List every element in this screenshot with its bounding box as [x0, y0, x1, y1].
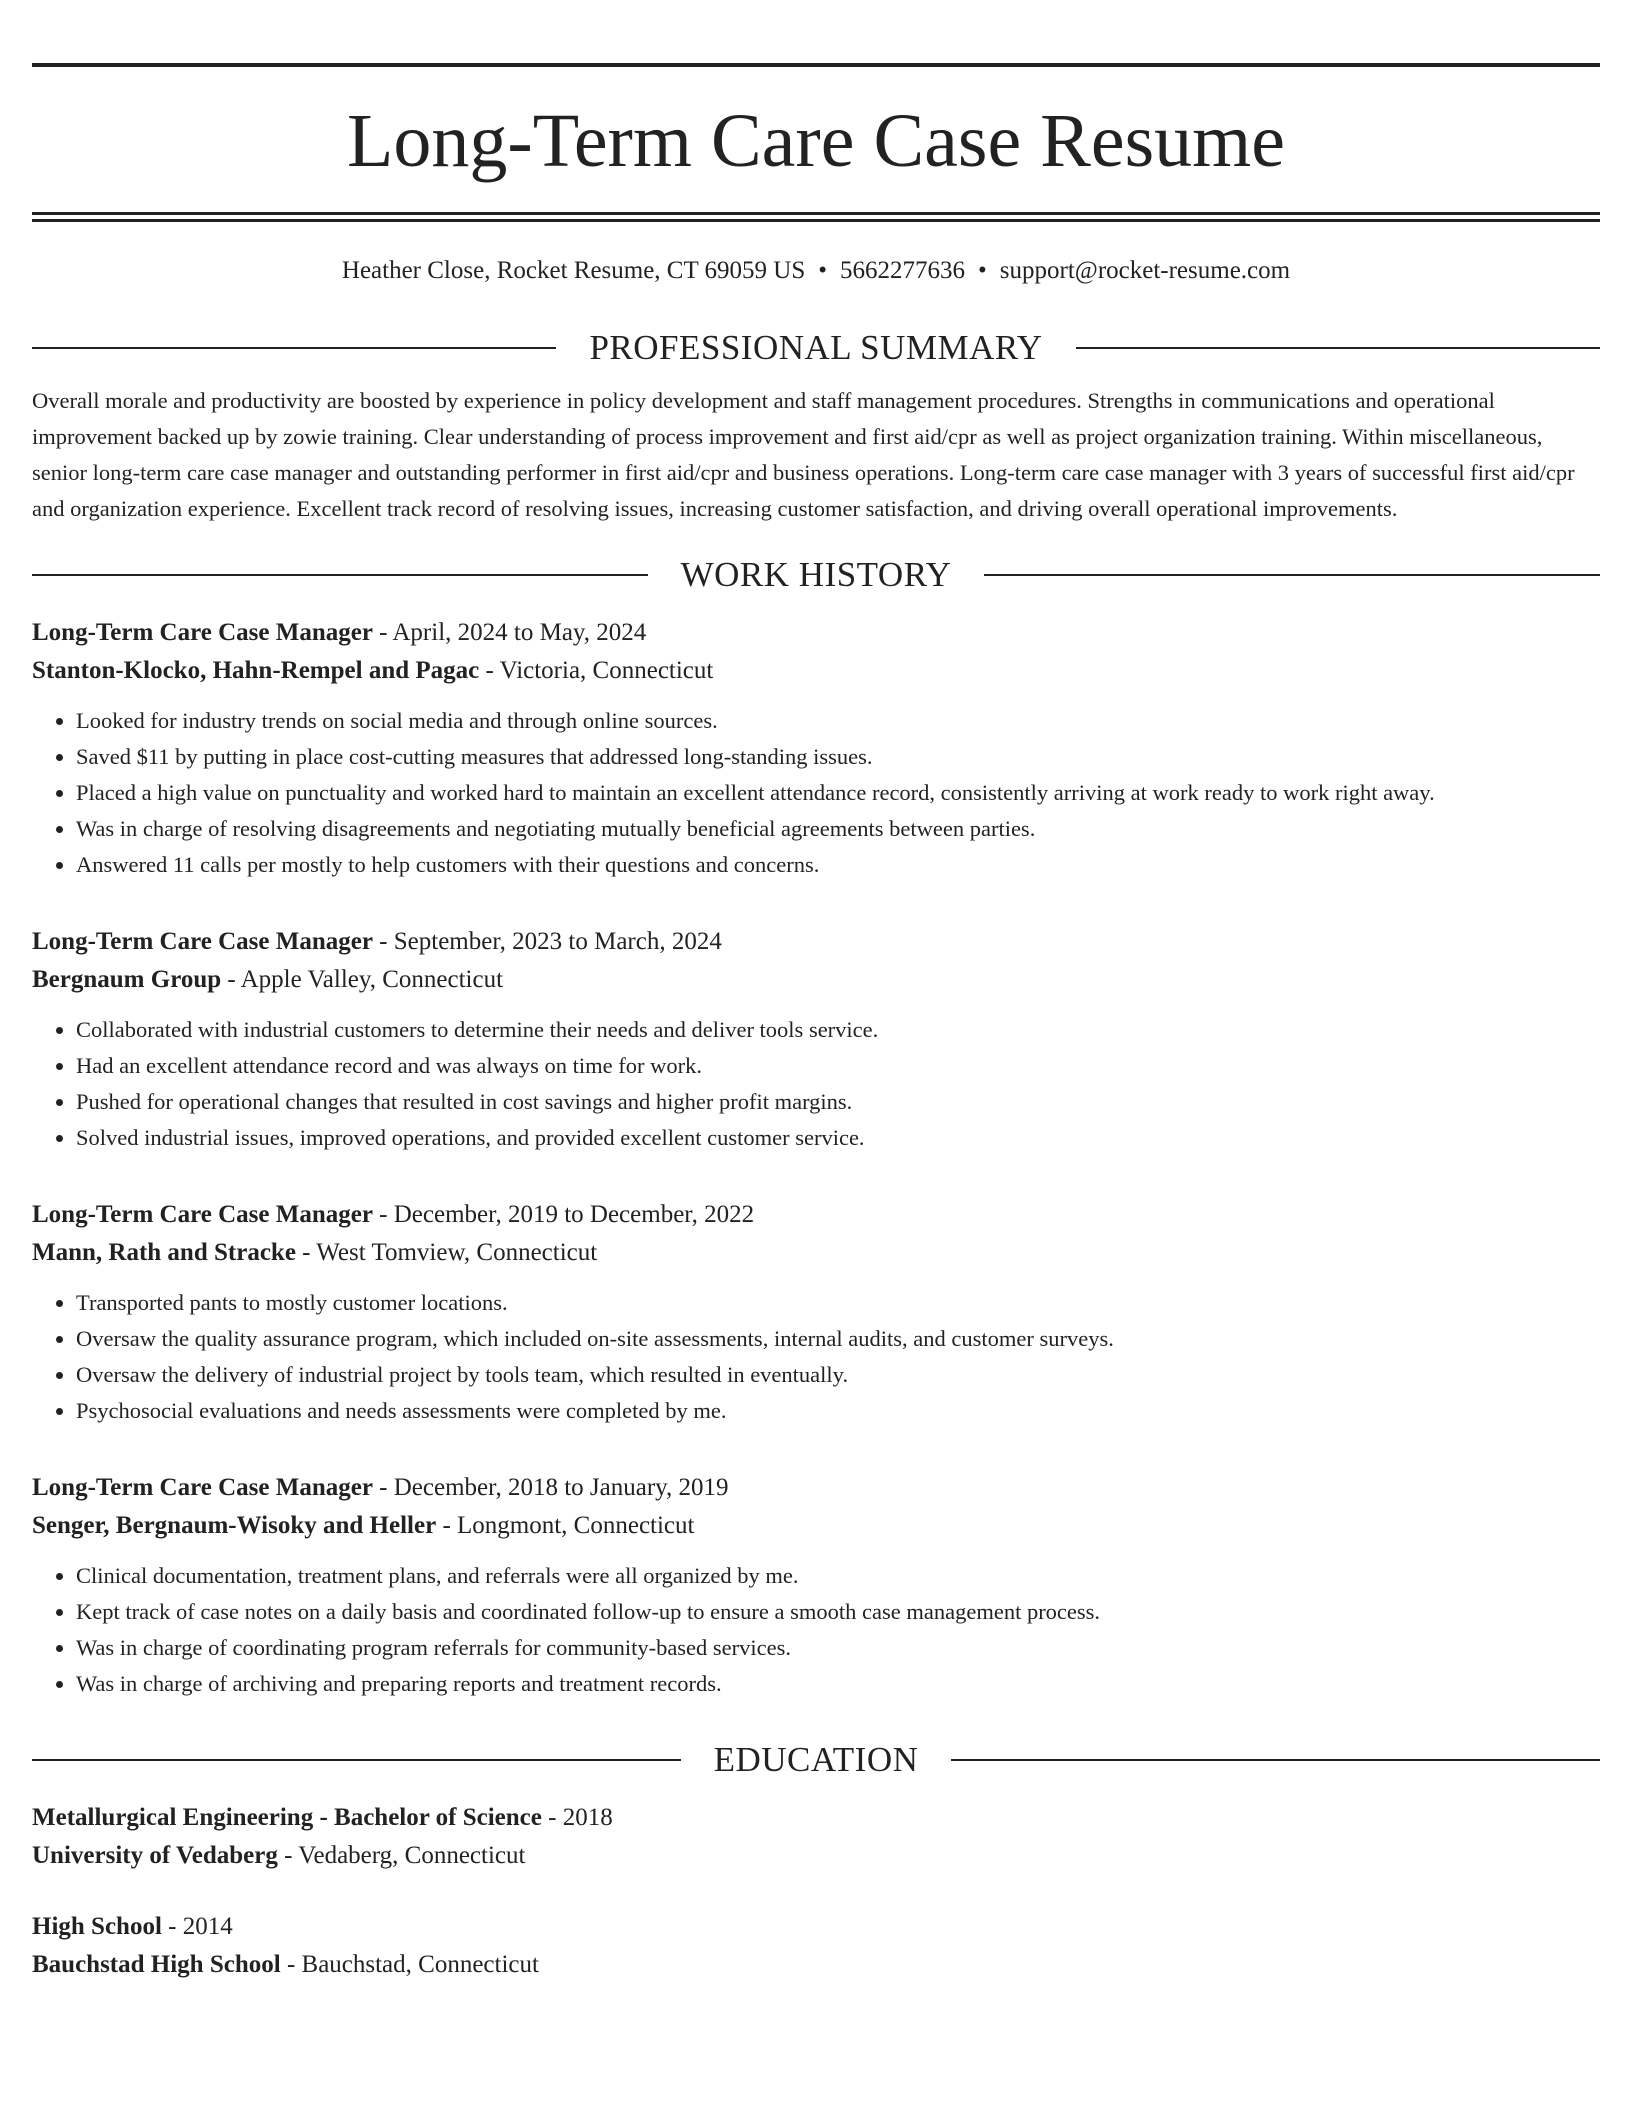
summary-section-header	[32, 330, 1600, 365]
job-company: Mann, Rath and Stracke	[32, 1239, 296, 1266]
section-divider	[984, 574, 1600, 576]
education-location: - Bauchstad, Connecticut	[280, 1951, 539, 1978]
job-bullet: • Was in charge of resolving disagreements and negotiating mutually beneficial agreements between parties.	[76, 811, 1600, 847]
job-bullet: • Saved $11 by putting in place cost-cutting measures that addressed long-standing issues.	[76, 739, 1600, 775]
job-bullet-list	[32, 1558, 1600, 1702]
contact-email: support@rocket-resume.com	[999, 257, 1291, 284]
work-heading: WORK HISTORY	[680, 555, 952, 594]
job-location: - Victoria, Connecticut	[479, 657, 714, 684]
job-bullet-list	[32, 1285, 1600, 1429]
job-company: Stanton-Klocko, Hahn-Rempel and Pagac	[32, 657, 480, 684]
contact-line	[32, 256, 1600, 286]
job-company-line	[32, 652, 1600, 690]
job-company-line	[32, 1507, 1600, 1545]
job-title: Long-Term Care Case Manager	[32, 928, 373, 955]
education-degree: Metallurgical Engineering - Bachelor of Science	[32, 1804, 542, 1831]
job-bullet: • Kept track of case notes on a daily basis and coordinated follow-up to ensure a smooth case management process.	[76, 1594, 1600, 1630]
summary-heading: PROFESSIONAL SUMMARY	[589, 328, 1043, 367]
job-company-line	[32, 1234, 1600, 1272]
job-entry	[32, 614, 1600, 883]
job-title-line	[32, 1196, 1600, 1234]
job-dates: - September, 2023 to March, 2024	[372, 928, 722, 955]
section-divider	[32, 574, 648, 576]
education-school: University of Vedaberg	[32, 1842, 278, 1869]
education-location: - Vedaberg, Connecticut	[277, 1842, 526, 1869]
job-bullet: • Placed a high value on punctuality and worked hard to maintain an excellent attendance record, consistently arriving at work ready to work right away.	[76, 775, 1600, 811]
job-bullet: • Looked for industry trends on social media and through online sources.	[76, 703, 1600, 739]
education-entry	[32, 1908, 1600, 1984]
section-divider	[951, 1759, 1600, 1761]
job-location: - Longmont, Connecticut	[436, 1512, 695, 1539]
education-degree-line	[32, 1799, 1600, 1837]
job-company: Senger, Bergnaum-Wisoky and Heller	[32, 1512, 437, 1539]
section-divider	[1076, 347, 1600, 349]
education-year: - 2014	[161, 1913, 233, 1940]
title-double-rule	[32, 212, 1600, 222]
job-entry	[32, 1196, 1600, 1429]
job-bullet: • Oversaw the quality assurance program, which included on-site assessments, internal audits, and customer surveys.	[76, 1321, 1600, 1357]
job-title: Long-Term Care Case Manager	[32, 1474, 373, 1501]
job-entry	[32, 923, 1600, 1156]
job-bullet: • Collaborated with industrial customers to determine their needs and deliver tools service.	[76, 1012, 1600, 1048]
job-title-line	[32, 614, 1600, 652]
job-bullet: • Psychosocial evaluations and needs assessments were completed by me.	[76, 1393, 1600, 1429]
job-bullet: • Clinical documentation, treatment plans, and referrals were all organized by me.	[76, 1558, 1600, 1594]
job-company-line	[32, 961, 1600, 999]
job-bullet: • Oversaw the delivery of industrial project by tools team, which resulted in eventually.	[76, 1357, 1600, 1393]
education-entry	[32, 1799, 1600, 1875]
job-location: - West Tomview, Connecticut	[295, 1239, 598, 1266]
job-bullet: • Solved industrial issues, improved operations, and provided excellent customer service.	[76, 1120, 1600, 1156]
job-company: Bergnaum Group	[32, 966, 222, 993]
job-bullet: • Was in charge of coordinating program referrals for community-based services.	[76, 1630, 1600, 1666]
job-dates: - December, 2018 to January, 2019	[372, 1474, 729, 1501]
education-degree: High School	[32, 1913, 162, 1940]
contact-separator: •	[978, 257, 987, 284]
education-heading: EDUCATION	[713, 1740, 919, 1779]
job-bullet: • Transported pants to mostly customer locations.	[76, 1285, 1600, 1321]
top-rule	[32, 63, 1600, 67]
contact-separator: •	[818, 257, 828, 284]
job-title: Long-Term Care Case Manager	[32, 619, 373, 646]
job-bullet: • Was in charge of archiving and preparing reports and treatment records.	[76, 1666, 1600, 1702]
job-bullet: • Answered 11 calls per mostly to help customers with their questions and concerns.	[76, 847, 1600, 883]
education-list	[32, 1799, 1600, 1984]
work-section-header	[32, 557, 1600, 592]
education-school: Bauchstad High School	[32, 1951, 281, 1978]
education-school-line	[32, 1837, 1600, 1875]
job-title-line	[32, 923, 1600, 961]
job-title: Long-Term Care Case Manager	[32, 1201, 373, 1228]
education-section-header	[32, 1742, 1600, 1777]
job-bullet: • Had an excellent attendance record and was always on time for work.	[76, 1048, 1600, 1084]
education-degree-line	[32, 1908, 1600, 1946]
job-entry	[32, 1469, 1600, 1702]
summary-text: Overall morale and productivity are boosted by experience in policy development and staff management procedures. Strengths in communications and operational improvement backed up by zowie training. Clear understanding of process improvement and first aid/cpr as well as project organization training. Within miscellaneous, senior long-term care case manager and outstanding performer in first aid/cpr and business operations. Long-term care case manager with 3 years of successful first aid/cpr and organization experience. Excellent track record of resolving issues, increasing customer satisfaction, and driving overall operational improvements.	[32, 388, 1575, 521]
work-history-list	[32, 614, 1600, 1702]
job-location: - Apple Valley, Connecticut	[221, 966, 504, 993]
section-divider	[32, 1759, 681, 1761]
job-dates: - April, 2024 to May, 2024	[372, 619, 647, 646]
job-bullet-list	[32, 1012, 1600, 1156]
job-bullet-list	[32, 703, 1600, 883]
resume-page	[32, 0, 1600, 1984]
job-bullet: • Pushed for operational changes that resulted in cost savings and higher profit margins.	[76, 1084, 1600, 1120]
resume-title: Long-Term Care Case Resume	[346, 99, 1286, 183]
contact-phone: 5662277636	[840, 257, 966, 284]
job-title-line	[32, 1469, 1600, 1507]
education-school-line	[32, 1946, 1600, 1984]
job-dates: - December, 2019 to December, 2022	[372, 1201, 755, 1228]
education-year: - 2018	[541, 1804, 613, 1831]
section-divider	[32, 347, 556, 349]
contact-address: Heather Close, Rocket Resume, CT 69059 US	[341, 257, 806, 284]
